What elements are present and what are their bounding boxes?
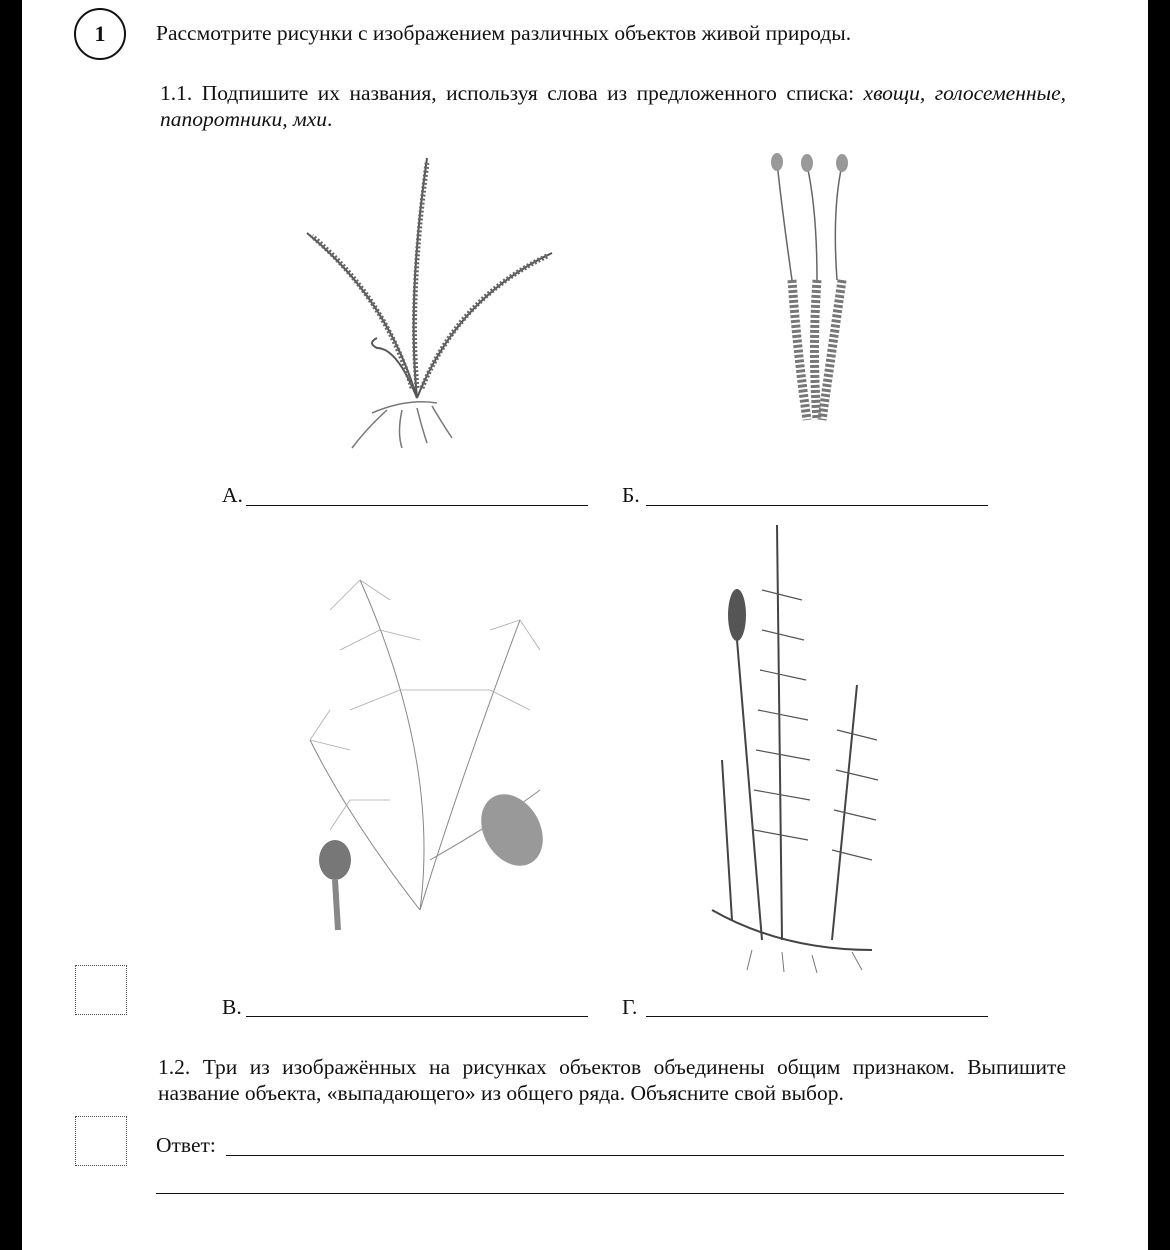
q11-word-3: папоротники, <box>160 107 288 131</box>
worksheet-page <box>22 0 1148 1250</box>
answer-label: Ответ: <box>156 1133 216 1157</box>
q11-word-4: мхи <box>293 107 328 131</box>
q11-word-1: хвощи, <box>863 81 926 105</box>
q11-prefix: 1.1. Подпишите их названия, используя слова из предложенного списка: <box>160 81 855 105</box>
horsetail-illustration <box>692 520 902 975</box>
answer-line-d[interactable] <box>646 1016 988 1017</box>
answer-line-c[interactable] <box>246 1016 588 1017</box>
figure-label-a: А. <box>222 483 243 507</box>
pine-branch-illustration <box>290 560 560 935</box>
fern-illustration <box>277 148 567 458</box>
moss-illustration <box>757 150 877 440</box>
task-intro: Рассмотрите рисунки с изображением различных объектов живой природы. <box>156 21 852 45</box>
score-box-1-1[interactable] <box>75 965 127 1015</box>
answer-line-a[interactable] <box>246 505 588 506</box>
question-1-2: 1.2. Три из изображённых на рисунках объектов объединены общим признаком. Выпишите название объекта, «выпадающего» из общего ряда. Объясните свой выбор. <box>158 1055 1066 1105</box>
q11-word-2: голосеменные, <box>934 81 1067 105</box>
figure-label-d: Г. <box>622 995 638 1019</box>
figure-label-c: В. <box>222 995 242 1019</box>
task-number: 1 <box>74 8 126 60</box>
question-1-1 <box>160 80 1066 132</box>
score-box-1-2[interactable] <box>75 1116 127 1166</box>
answer-line-b[interactable] <box>646 505 988 506</box>
answer-line-2[interactable] <box>156 1193 1064 1194</box>
q11-end: . <box>327 107 333 131</box>
figure-label-b: Б. <box>622 483 640 507</box>
answer-line-1[interactable] <box>226 1155 1064 1156</box>
